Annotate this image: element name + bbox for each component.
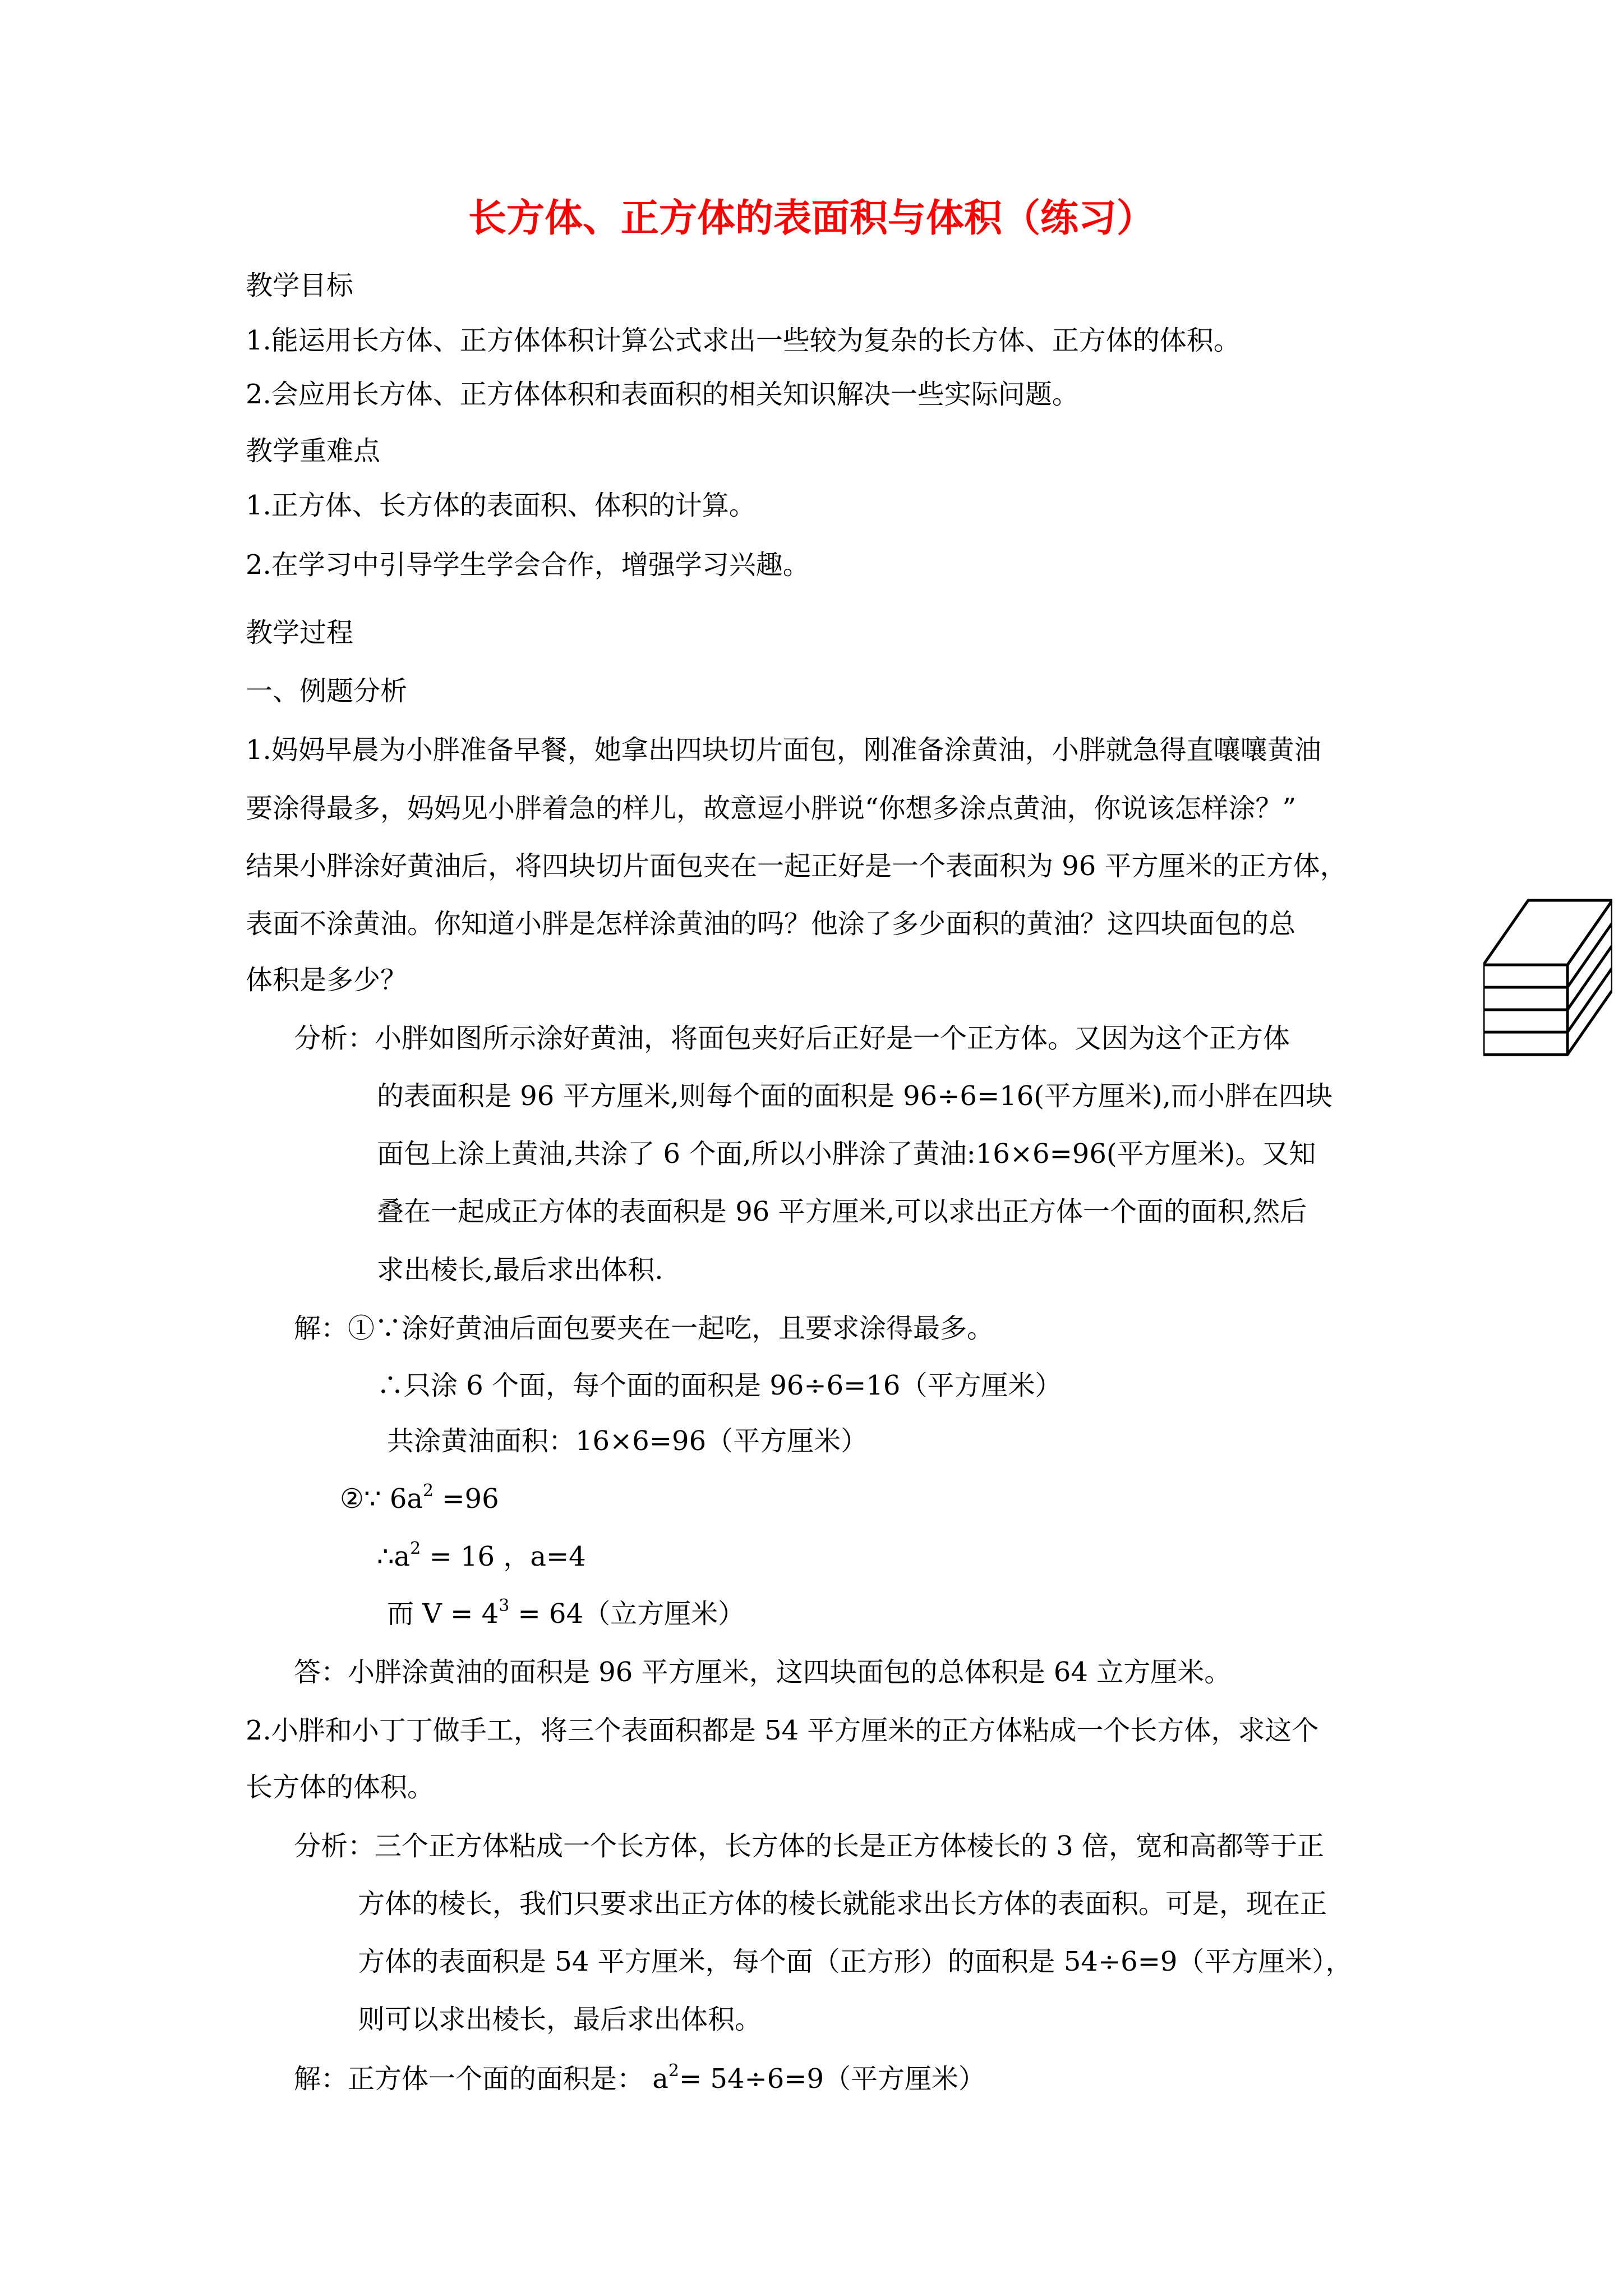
example-2-analysis-line: 分析：三个正方体粘成一个长方体，长方体的长是正方体棱长的 3 倍，宽和高都等于正 bbox=[294, 1830, 1325, 1862]
equation-text: ②∵ 6a bbox=[340, 1483, 423, 1515]
equation-text: 而 V = 4 bbox=[387, 1598, 499, 1630]
exponent: 2 bbox=[668, 2061, 679, 2081]
example-1-analysis-line: 的表面积是 96 平方厘米,则每个面的面积是 96÷6=16(平方厘米),而小胖在四块 bbox=[377, 1080, 1332, 1112]
solution-text: 解：正方体一个面的面积是： a bbox=[294, 2063, 668, 2095]
focus-2: 2.在学习中引导学生学会合作，增强学习兴趣。 bbox=[246, 549, 810, 581]
example-2-problem-line: 长方体的体积。 bbox=[246, 1772, 435, 1803]
process-heading: 教学过程 bbox=[246, 617, 354, 648]
example-1-solution-equation bbox=[387, 1594, 745, 1634]
example-1-analysis-line: 求出棱长,最后求出体积. bbox=[377, 1254, 663, 1286]
example-1-problem-line: 结果小胖涂好黄油后，将四块切片面包夹在一起正好是一个表面积为 96 平方厘米的正方体， bbox=[246, 850, 1347, 882]
equation-text: =96 bbox=[434, 1483, 499, 1515]
equation-text: ∴a bbox=[377, 1541, 411, 1572]
example-1-problem-line: 要涂得最多，妈妈见小胖着急的样儿，故意逗小胖说“你想多涂点黄油，你说该怎样涂？” bbox=[246, 793, 1297, 824]
goal-1: 1.能运用长方体、正方体体积计算公式求出一些较为复杂的长方体、正方体的体积。 bbox=[246, 325, 1241, 356]
example-1-analysis-line: 面包上涂上黄油,共涂了 6 个面,所以小胖涂了黄油:16×6=96(平方厘米)。又知 bbox=[377, 1138, 1316, 1170]
example-1-analysis-line: 分析：小胖如图所示涂好黄油，将面包夹好后正好是一个正方体。又因为这个正方体 bbox=[294, 1023, 1290, 1054]
example-2-problem-line: 2.小胖和小丁丁做手工，将三个表面积都是 54 平方厘米的正方体粘成一个长方体，求这个 bbox=[246, 1715, 1319, 1746]
focus-1: 1.正方体、长方体的表面积、体积的计算。 bbox=[246, 490, 756, 521]
example-2-analysis-line: 方体的表面积是 54 平方厘米，每个面（正方形）的面积是 54÷6=9（平方厘米）， bbox=[358, 1946, 1353, 1977]
example-1-problem-line: 体积是多少？ bbox=[246, 964, 408, 996]
goals-heading: 教学目标 bbox=[246, 270, 354, 301]
example-1-solution-equation bbox=[377, 1537, 586, 1576]
exponent: 3 bbox=[499, 1596, 510, 1616]
stacked-bread-cube-figure bbox=[1483, 898, 1612, 1062]
cube-top-face bbox=[1483, 900, 1612, 965]
example-1-solution-line: ∴只涂 6 个面，每个面的面积是 96÷6=16（平方厘米） bbox=[377, 1370, 1062, 1401]
example-1-analysis-line: 叠在一起成正方体的表面积是 96 平方厘米,可以求出正方体一个面的面积,然后 bbox=[377, 1196, 1307, 1227]
example-1-solution-line: 共涂黄油面积：16×6=96（平方厘米） bbox=[387, 1425, 868, 1457]
exponent: 2 bbox=[422, 1481, 434, 1501]
equation-text: = 64（立方厘米） bbox=[509, 1598, 745, 1630]
equation-text: = 16 ，a=4 bbox=[421, 1541, 586, 1572]
example-1-problem-line: 1.妈妈早晨为小胖准备早餐，她拿出四块切片面包，刚准备涂黄油，小胖就急得直嚷嚷黄油 bbox=[246, 734, 1321, 766]
example-1-problem-line: 表面不涂黄油。你知道小胖是怎样涂黄油的吗？他涂了多少面积的黄油？这四块面包的总 bbox=[246, 908, 1296, 940]
focus-heading: 教学重难点 bbox=[246, 435, 381, 467]
exponent: 2 bbox=[410, 1539, 421, 1558]
document-title: 长方体、正方体的表面积与体积（练习） bbox=[468, 196, 1155, 241]
example-2-analysis-line: 则可以求出棱长，最后求出体积。 bbox=[358, 2004, 762, 2035]
example-2-analysis-line: 方体的棱长，我们只要求出正方体的棱长就能求出长方体的表面积。可是，现在正 bbox=[358, 1888, 1327, 1920]
example-1-solution-equation bbox=[340, 1479, 499, 1519]
example-2-solution bbox=[294, 2059, 985, 2099]
solution-text: = 54÷6=9（平方厘米） bbox=[679, 2063, 986, 2095]
goal-2: 2.会应用长方体、正方体体积和表面积的相关知识解决一些实际问题。 bbox=[246, 379, 1079, 410]
part-1-heading: 一、例题分析 bbox=[246, 675, 408, 707]
example-1-solution-line: 解：①∵涂好黄油后面包要夹在一起吃，且要求涂得最多。 bbox=[294, 1313, 994, 1344]
example-1-answer: 答：小胖涂黄油的面积是 96 平方厘米，这四块面包的总体积是 64 立方厘米。 bbox=[294, 1657, 1232, 1688]
cube-drawing bbox=[1483, 898, 1612, 1060]
